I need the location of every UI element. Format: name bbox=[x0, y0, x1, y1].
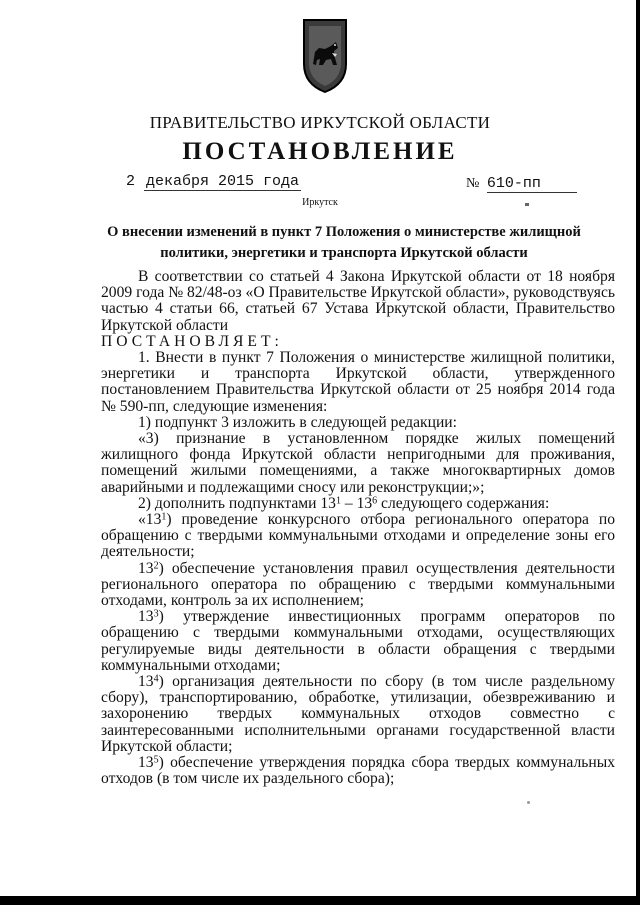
preamble-paragraph: В соответствии со статьей 4 Закона Иркутской области от 18 ноября 2009 года № 82/48-оз «О Правительстве Иркутской области», руководствуясь частью 4 статьи 66, статьей 67 Устава Иркутской области, Правительство Иркутской области bbox=[101, 268, 616, 334]
date-day: 2 bbox=[126, 173, 136, 190]
item-1-paragraph: 1. Внести в пункт 7 Положения о министерстве жилищной политики, энергетики и транспорта Иркутской области, утвержденного постановлением Правительства Иркутской области от 25 ноября 2014 года № 590-пп, следующие изменения: bbox=[101, 349, 615, 415]
paragraph-13-3-sup: 3 bbox=[153, 608, 159, 620]
document-body bbox=[101, 269, 615, 788]
sub-item-2 bbox=[101, 496, 615, 512]
paragraph-13-5-sup: 5 bbox=[153, 754, 159, 766]
number-label: № bbox=[466, 176, 480, 191]
sub-item-2-text-b: следующего содержания: bbox=[377, 494, 550, 512]
paragraph-13-4-number: 13 bbox=[138, 673, 154, 691]
paragraph-13-2 bbox=[101, 561, 615, 610]
scan-mark bbox=[525, 203, 529, 206]
paragraph-13-4-sup: 4 bbox=[153, 673, 159, 685]
city-label: Иркутск bbox=[302, 197, 338, 208]
paragraph-13-1 bbox=[101, 512, 615, 561]
sub-item-2-dash: – 13 bbox=[340, 494, 373, 512]
scan-speck bbox=[527, 801, 530, 804]
paragraph-13-3-text: ) утверждение инвестиционных программ операторов по обращению с твердыми коммунальными отходами, осуществляющих регулируемые виды деятельности в области обращения с твердыми коммунальными отходами; bbox=[101, 608, 615, 674]
paragraph-13-2-text: ) обеспечение установления правил осуществления деятельности регионального оператора по обращению с твердыми коммунальными отходами, контроль за их исполнением; bbox=[101, 559, 615, 610]
paragraph-13-5-number: 13 bbox=[138, 754, 154, 772]
sub-item-2-text-a: 2) дополнить подпунктами 13 bbox=[138, 494, 336, 512]
number-value: 610-пп bbox=[487, 175, 577, 193]
paragraph-13-4-text: ) организация деятельности по сбору (в том числе раздельному сбору), транспортированию, обработке, утилизации, обезвреживанию и захоронению твердых коммунальных отходов совместно с заинтересованными исполнительными органами государственной власти Иркутской области; bbox=[101, 673, 615, 755]
paragraph-13-5 bbox=[101, 755, 615, 787]
paragraph-13-2-number: 13 bbox=[138, 559, 154, 577]
paragraph-13-4 bbox=[101, 674, 615, 755]
document-type: ПОСТАНОВЛЕНИЕ bbox=[182, 138, 458, 165]
paragraph-13-1-text: ) проведение конкурсного отбора регионального оператора по обращению с твердыми коммунальными отходами и определение зоны его деятельности; bbox=[101, 511, 615, 561]
sub-item-2-sup-2: 6 bbox=[372, 495, 378, 507]
irkutsk-coat-of-arms-icon bbox=[301, 18, 349, 94]
government-name: ПРАВИТЕЛЬСТВО ИРКУТСКОЙ ОБЛАСТИ bbox=[149, 113, 491, 132]
sub-item-2-sup-1: 1 bbox=[335, 495, 341, 507]
date-text: декабря 2015 года bbox=[146, 173, 300, 190]
scan-border-right bbox=[636, 0, 640, 905]
paragraph-13-3-number: 13 bbox=[138, 608, 154, 626]
scan-border-bottom bbox=[0, 896, 640, 905]
document-date bbox=[126, 173, 301, 190]
decrees-heading: ПОСТАНОВЛЯЕТ: bbox=[101, 332, 283, 350]
sub-item-1: 1) подпункт 3 изложить в следующей редакции: bbox=[138, 413, 457, 431]
document-title: О внесении изменений в пункт 7 Положения о министерстве жилищной политики, энергетики и транспорта Иркутской области bbox=[107, 224, 581, 261]
paragraph-13-1-number: «13 bbox=[138, 511, 162, 529]
paragraph-13-2-sup: 2 bbox=[153, 560, 159, 572]
document-number bbox=[466, 175, 577, 193]
paragraph-13-5-text: ) обеспечение утверждения порядка сбора твердых коммунальных отходов (в том числе их раздельного сбора); bbox=[101, 754, 615, 788]
paragraph-13-1-sup: 1 bbox=[161, 511, 167, 523]
paragraph-13-3 bbox=[101, 609, 615, 674]
quote-3-paragraph: «3) признание в установленном порядке жилых помещений жилищного фонда Иркутской области непригодными для проживания, помещений жилыми помещениями, а также многоквартирных домов аварийными и подлежащими сносу или реконструкции;»; bbox=[101, 430, 615, 496]
